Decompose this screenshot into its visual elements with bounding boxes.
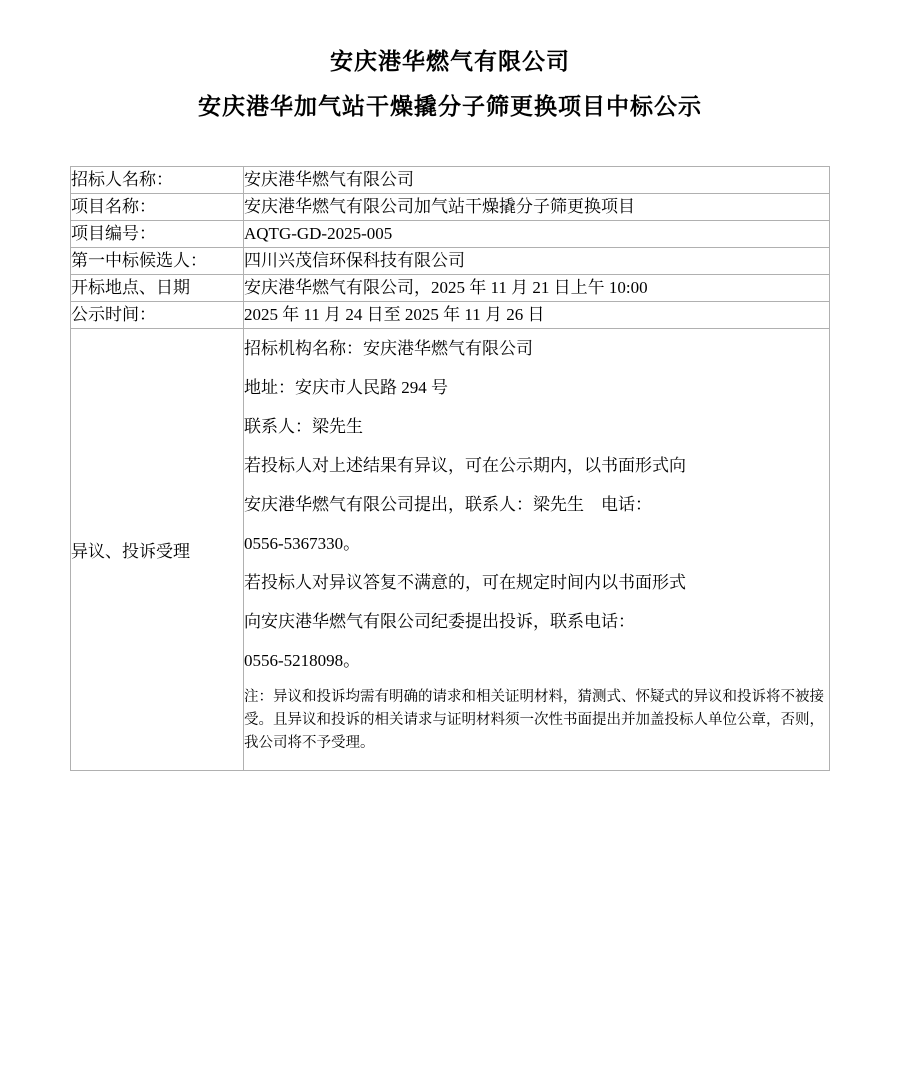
complaint-paragraph: 0556-5218098。 bbox=[244, 651, 361, 670]
complaint-note: 注：异议和投诉均需有明确的请求和相关证明材料，猜测式、怀疑式的异议和投诉将不被接受。且异议和投诉的相关请求与证明材料须一次性书面提出并加盖投标人单位公章，否则，我公司将不予受理。 bbox=[244, 689, 824, 751]
table-row bbox=[71, 167, 830, 194]
complaint-paragraph: 安庆港华燃气有限公司提出，联系人：梁先生 电话： bbox=[244, 495, 652, 514]
row-label: 异议、投诉受理 bbox=[71, 329, 244, 771]
table-row bbox=[71, 248, 830, 275]
complaint-paragraph: 地址：安庆市人民路 294 号 bbox=[244, 378, 448, 397]
row-label: 公示时间： bbox=[71, 302, 244, 329]
row-label: 项目编号： bbox=[71, 221, 244, 248]
table-row bbox=[71, 221, 830, 248]
row-value: 安庆港华燃气有限公司，2025 年 11 月 21 日上午 10:00 bbox=[244, 275, 830, 302]
table-row-complaint bbox=[71, 329, 830, 771]
complaint-paragraph: 若投标人对上述结果有异议，可在公示期内，以书面形式向 bbox=[244, 456, 686, 475]
title-line-company: 安庆港华燃气有限公司 bbox=[330, 49, 570, 74]
title-line-subject: 安庆港华加气站干燥撬分子筛更换项目中标公示 bbox=[198, 94, 702, 119]
row-value: AQTG-GD-2025-005 bbox=[244, 221, 830, 248]
table-row bbox=[71, 275, 830, 302]
complaint-paragraph: 联系人：梁先生 bbox=[244, 417, 363, 436]
row-value: 安庆港华燃气有限公司加气站干燥撬分子筛更换项目 bbox=[244, 194, 830, 221]
complaint-paragraph: 招标机构名称：安庆港华燃气有限公司 bbox=[244, 339, 533, 358]
notice-table bbox=[70, 166, 830, 771]
row-label: 开标地点、日期 bbox=[71, 275, 244, 302]
document-title bbox=[70, 40, 830, 130]
row-label: 第一中标候选人： bbox=[71, 248, 244, 275]
table-row bbox=[71, 302, 830, 329]
row-value: 四川兴茂信环保科技有限公司 bbox=[244, 248, 830, 275]
table-row bbox=[71, 194, 830, 221]
complaint-paragraph: 若投标人对异议答复不满意的，可在规定时间内以书面形式 bbox=[244, 573, 686, 592]
notice-table-body bbox=[71, 167, 830, 771]
row-value: 2025 年 11 月 24 日至 2025 年 11 月 26 日 bbox=[244, 302, 830, 329]
row-label: 项目名称： bbox=[71, 194, 244, 221]
complaint-paragraph: 0556-5367330。 bbox=[244, 534, 361, 553]
row-value: 安庆港华燃气有限公司 bbox=[244, 167, 830, 194]
complaint-paragraph: 向安庆港华燃气有限公司纪委提出投诉，联系电话： bbox=[244, 612, 635, 631]
complaint-content bbox=[244, 329, 830, 771]
row-label: 招标人名称： bbox=[71, 167, 244, 194]
